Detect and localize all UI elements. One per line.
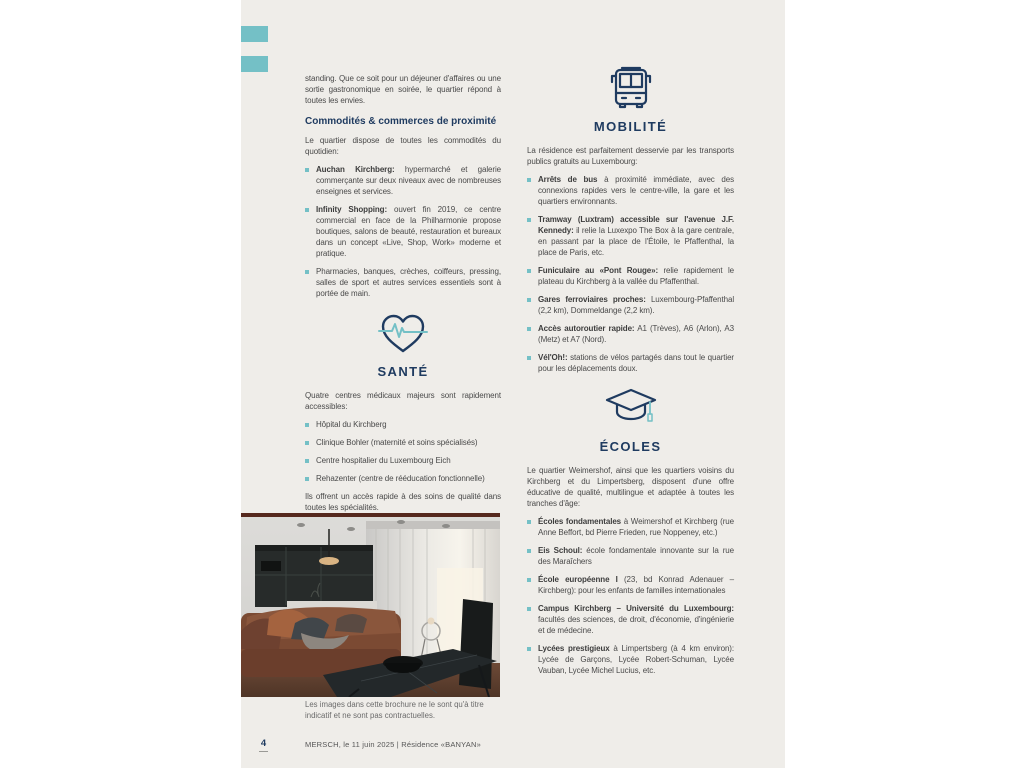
- footer-meta: MERSCH, le 11 juin 2025 | Résidence «BANYAN»: [305, 740, 481, 749]
- brochure-page: [241, 0, 785, 768]
- bullet-square-icon: [527, 269, 531, 273]
- list-item-text: Centre hospitalier du Luxembourg Eich: [316, 456, 451, 465]
- teal-accent-block-2: [241, 56, 268, 72]
- bullet-square-icon: [527, 218, 531, 222]
- list-item-bold: Vél'Oh!:: [538, 353, 568, 362]
- ecoles-title: ÉCOLES: [599, 439, 662, 454]
- right-column: [527, 0, 734, 683]
- ecoles-icon-wrap: [527, 386, 734, 435]
- commodites-list: [305, 164, 501, 299]
- graduation-cap-icon: [603, 417, 659, 434]
- list-item: [527, 643, 734, 676]
- commodites-lead: Le quartier dispose de toutes les commodités du quotidien:: [305, 136, 501, 156]
- bullet-square-icon: [305, 477, 309, 481]
- bullet-square-icon: [305, 208, 309, 212]
- teal-accent-block-1: [241, 26, 268, 42]
- page-footer: [241, 735, 785, 765]
- bullet-square-icon: [527, 647, 531, 651]
- list-item: [527, 265, 734, 287]
- list-item: [527, 603, 734, 636]
- list-item-bold: École européenne I: [538, 575, 618, 584]
- mobilite-list: [527, 174, 734, 374]
- bullet-square-icon: [305, 441, 309, 445]
- list-item-bold: Lycées prestigieux: [538, 644, 610, 653]
- ecoles-list: [527, 516, 734, 676]
- list-item: [527, 574, 734, 596]
- bullet-square-icon: [305, 459, 309, 463]
- list-item-text: école fondamentale innovante sur la rue des Maraîchers: [538, 546, 734, 566]
- page-number: [259, 738, 268, 752]
- bullet-square-icon: [527, 178, 531, 182]
- ecoles-lead: Le quartier Weimershof, ainsi que les quartiers voisins du Kirchberg et du Limpertsberg, disposent d'une offre éducative de qualité, multilingue et adaptée à toutes les tranches d'âge:: [527, 466, 734, 508]
- mobilite-lead: La résidence est parfaitement desservie par les transports publics gratuits au Luxembourg:: [527, 146, 734, 166]
- intro-paragraph: standing. Que ce soit pour un déjeuner d'affaires ou une sortie gastronomique en soirée, le quartier répond à toutes les envies.: [305, 74, 501, 105]
- sante-icon-wrap: [305, 311, 501, 360]
- list-item: [527, 352, 734, 374]
- interior-photo: [241, 513, 500, 697]
- list-item: [305, 266, 501, 299]
- sante-title: SANTÉ: [377, 364, 429, 379]
- bullet-square-icon: [527, 356, 531, 360]
- list-item-bold: Campus Kirchberg – Université du Luxembourg:: [538, 604, 734, 613]
- left-column: [305, 0, 501, 520]
- list-item-bold: Infinity Shopping:: [316, 205, 388, 214]
- list-item-bold: Auchan Kirchberg:: [316, 165, 395, 174]
- list-item: [527, 294, 734, 316]
- list-item-text: à Limpertsberg (à 4 km environ): Lycée de Garçons, Lycée Robert-Schuman, Lycée Vauban, Lycée Michel Lucius, etc.: [538, 644, 734, 675]
- list-item: [305, 455, 501, 466]
- list-item-bold: Funiculaire au «Pont Rouge»:: [538, 266, 659, 275]
- list-item-text: hypermarché et galerie commerçante sur deux niveaux avec de nombreuses enseignes et services.: [316, 165, 501, 196]
- list-item-bold: Arrêts de bus: [538, 175, 598, 184]
- bus-icon: [605, 97, 657, 114]
- bullet-square-icon: [527, 298, 531, 302]
- list-item: [527, 545, 734, 567]
- list-item: [527, 214, 734, 258]
- list-item: [305, 473, 501, 484]
- bullet-square-icon: [527, 327, 531, 331]
- list-item-text: à Weimershof et Kirchberg (rue Anne Beffort, bd Pierre Frieden, rue Noppeney, etc.): [538, 517, 734, 537]
- list-item: [305, 437, 501, 448]
- list-item-text: il relie la Luxexpo The Box à la gare centrale, en passant par la place de l'Étoile, le Pfaffenthal, la place de Paris, etc.: [538, 226, 734, 257]
- list-item-bold: Tramway (Luxtram) accessible sur l'avenue J.F. Kennedy:: [538, 215, 734, 235]
- bullet-square-icon: [527, 607, 531, 611]
- list-item-text: ouvert fin 2019, ce centre commercial en face de la Philharmonie propose boutiques, salons de beauté, restauration et bureaux dans un concept «Live, Shop, Work» moderne et pratique.: [316, 205, 501, 258]
- list-item-text: Rehazenter (centre de rééducation fonctionnelle): [316, 474, 485, 483]
- list-item-text: stations de vélos partagés dans tout le quartier pour les déplacements doux.: [538, 353, 734, 373]
- mobilite-title: MOBILITÉ: [593, 119, 668, 134]
- bullet-square-icon: [527, 578, 531, 582]
- list-item-text: Clinique Bohler (maternité et soins spécialisés): [316, 438, 478, 447]
- heart-pulse-icon: [378, 342, 428, 359]
- page-number-value: 4: [260, 738, 267, 749]
- bullet-square-icon: [305, 270, 309, 274]
- mobilite-icon-wrap: [527, 64, 734, 115]
- list-item-text: Pharmacies, banques, crèches, coiffeurs, pressing, salles de sport et autres services essentiels sont à portée de main.: [316, 267, 501, 298]
- bullet-square-icon: [527, 549, 531, 553]
- list-item: [527, 174, 734, 207]
- list-item-text: à proximité immédiate, avec des connexions rapides vers le centre-ville, la gare et les quartiers environnants.: [538, 175, 734, 206]
- list-item: [527, 516, 734, 538]
- bullet-square-icon: [305, 168, 309, 172]
- bullet-square-icon: [527, 520, 531, 524]
- page-number-underline: [259, 751, 268, 752]
- list-item-text: A1 (Trèves), A6 (Arlon), A3 (Metz) et A7 (Nord).: [538, 324, 734, 344]
- sante-outro: Ils offrent un accès rapide à des soins de qualité dans toutes les spécialités.: [305, 492, 501, 512]
- sante-lead: Quatre centres médicaux majeurs sont rapidement accessibles:: [305, 391, 501, 411]
- list-item-text: relie rapidement le plateau du Kirchberg à la vallée du Pfaffenthal.: [538, 266, 734, 286]
- commodites-heading: Commodités & commerces de proximité: [305, 116, 497, 127]
- list-item: [527, 323, 734, 345]
- list-item-bold: Écoles fondamentales: [538, 517, 622, 526]
- list-item-text: Luxembourg-Pfaffenthal (2,2 km), Dommeldange (2,2 km).: [538, 295, 735, 315]
- list-item-text: (23, bd Konrad Adenauer – Kirchberg): pour les enfants de familles internationales: [538, 575, 734, 595]
- photo-caption: Les images dans cette brochure ne le sont qu'à titre indicatif et ne sont pas contractuelles.: [305, 700, 484, 720]
- sante-list: [305, 419, 501, 484]
- list-item: [305, 419, 501, 430]
- list-item: [305, 204, 501, 259]
- list-item-bold: Gares ferroviaires proches:: [538, 295, 646, 304]
- list-item: [305, 164, 501, 197]
- list-item-bold: Eis Schoul:: [538, 546, 583, 555]
- list-item-text: facultés des sciences, de droit, d'économie, d'ingénierie et de médecine.: [538, 615, 734, 635]
- list-item-text: Hôpital du Kirchberg: [316, 420, 387, 429]
- bullet-square-icon: [305, 423, 309, 427]
- list-item-bold: Accès autoroutier rapide:: [538, 324, 635, 333]
